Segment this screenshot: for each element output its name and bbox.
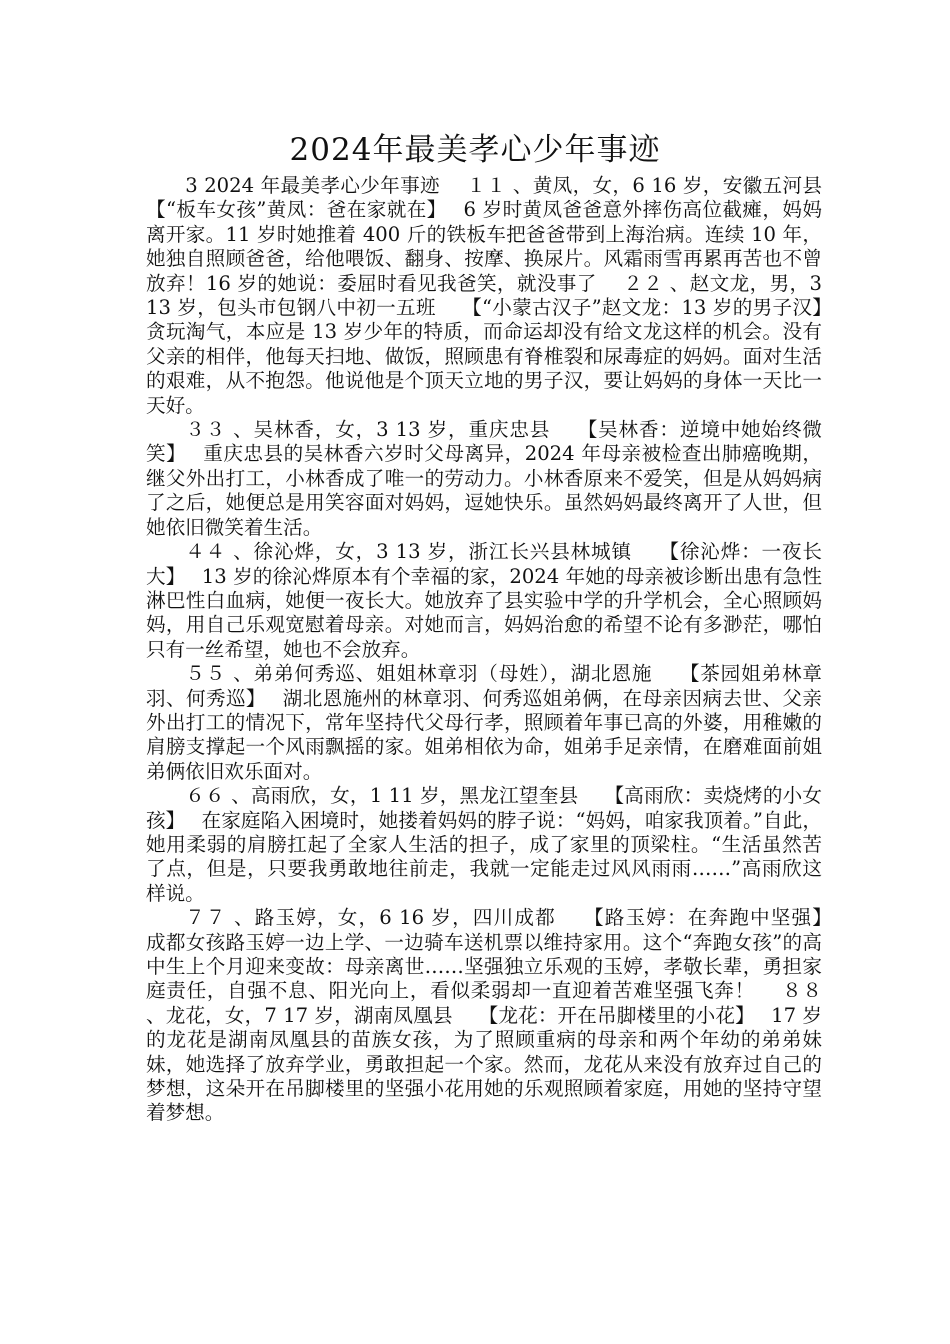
paragraph: ６６ 、高雨欣，女，1 11 岁，黑龙江望奎县 【高雨欣：卖烧烤的小女孩】 在家庭陷入困境时，她搂着妈妈的脖子说：“妈妈，咱家我顶着。”自此，她用柔弱的肩膀扛起了全家人生活的担子，成了家里的顶梁柱。“生活虽然苦了点，但是，只要我勇敢地往前走，我就一定能走过风风雨雨……”高雨欣这样说。 xyxy=(146,784,822,905)
paragraph: ７７ 、路玉婷，女，6 16 岁，四川成都 【路玉婷：在奔跑中坚强】 成都女孩路玉婷一边上学、一边骑车送机票以维持家用。这个“奔跑女孩”的高中生上个月迎来变故：母亲离世……坚强独立乐观的玉婷，孝敬长辈，勇担家庭责任，自强不息、阳光向上，看似柔弱却一直迎着苦难坚强飞奔！ ８８ 、龙花，女，7 17 岁，湖南凤凰县 【龙花：开在吊脚楼里的小花】 17 岁的龙花是湖南凤凰县的苗族女孩，为了照顾重病的母亲和两个年幼的弟弟妹妹，她选择了放弃学业，勇敢担起一个家。然而，龙花从来没有放弃过自己的梦想，这朵开在吊脚楼里的坚强小花用她的乐观照顾着家庭，用她的坚持守望着梦想。 xyxy=(146,906,848,1125)
paragraph: ４４ 、徐沁烨，女，3 13 岁，浙江长兴县林城镇 【徐沁烨：一夜长大】 13 岁的徐沁烨原本有个幸福的家，2024 年她的母亲被诊断出患有急性淋巴性白血病，她便一夜长大。她放弃了县实验中学的升学机会，全心照顾妈妈，用自己乐观宽慰着母亲。对她而言，妈妈治愈的希望不论有多渺茫，哪怕只有一丝希望，她也不会放弃。 xyxy=(146,540,822,661)
paragraph: ５５ 、弟弟何秀巡、姐姐林章羽（母姓），湖北恩施 【茶园姐弟林章羽、何秀巡】 湖北恩施州的林章羽、何秀巡姐弟俩，在母亲因病去世、父亲外出打工的情况下，常年坚持代父母行孝，照顾着年事已高的外婆，用稚嫩的肩膀支撑起一个风雨飘摇的家。姐弟相依为命，姐弟手足亲情，在磨难面前姐弟俩依旧欢乐面对。 xyxy=(146,662,822,783)
document-body xyxy=(146,174,848,1126)
paragraph: 3 2024 年最美孝心少年事迹 １１ 、黄凤，女，6 16 岁，安徽五河县 【“板车女孩”黄凤：爸在家就在】 6 岁时黄凤爸爸意外摔伤高位截瘫，妈妈离开家。11 岁时她推着 400 斤的铁板车把爸爸带到上海治病。连续 10 年，她独自照顾爸爸，给他喂饭、翻身、按摩、换尿片。风霜雨雪再累再苦也不曾放弃！16 岁的她说：委屈时看见我爸笑，就没事了 ２２ 、赵文龙，男，3 13 岁，包头市包钢八中初一五班 【“小蒙古汉子”赵文龙：13 岁的男子汉】 贪玩淘气，本应是 13 岁少年的特质，而命运却没有给文龙这样的机会。没有父亲的相伴，他每天扫地、做饭，照顾患有脊椎裂和尿毒症的妈妈。面对生活的艰难，从不抱怨。他说他是个顶天立地的男子汉，要让妈妈的身体一天比一天好。 xyxy=(146,174,848,417)
document-title: 2024年最美孝心少年事迹 xyxy=(289,132,661,168)
paragraph: ３３ 、吴林香，女，3 13 岁，重庆忠县 【吴林香：逆境中她始终微笑】 重庆忠县的吴林香六岁时父母离异，2024 年母亲被检查出肺癌晚期，继父外出打工，小林香成了唯一的劳动力。小林香原来不爱笑，但是从妈妈病了之后，她便总是用笑容面对妈妈，逗她快乐。虽然妈妈最终离开了人世，但她依旧微笑着生活。 xyxy=(146,418,822,539)
